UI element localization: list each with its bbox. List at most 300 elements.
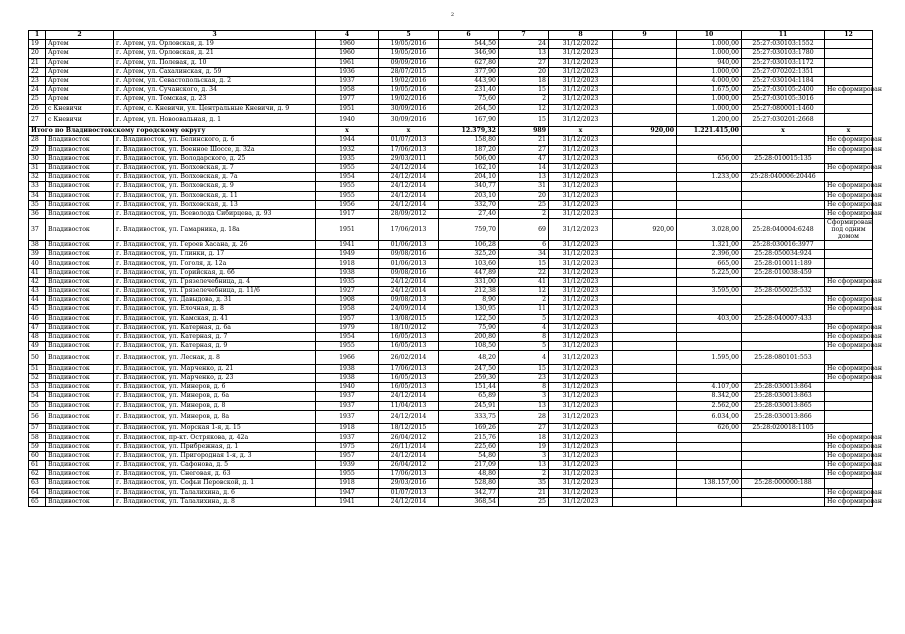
row-number: 57 xyxy=(29,424,46,433)
deadline: 31/12/2023 xyxy=(549,154,613,163)
row-number: 34 xyxy=(29,191,46,200)
municipality: Владивосток xyxy=(46,314,114,323)
amount-b: 626,00 xyxy=(677,424,742,433)
count: 13 xyxy=(499,461,549,470)
year-built: 1927 xyxy=(316,287,379,296)
count: 2 xyxy=(499,95,549,104)
area: 627,80 xyxy=(439,58,499,67)
deadline: 31/12/2023 xyxy=(549,497,613,506)
row-number: 46 xyxy=(29,314,46,323)
subtotal-row xyxy=(29,127,873,136)
amount-b: 940,00 xyxy=(677,58,742,67)
municipality: Владивосток xyxy=(46,287,114,296)
date: 24/12/2014 xyxy=(379,163,439,172)
amount-a xyxy=(613,250,677,259)
status: Не сформирован xyxy=(825,191,873,200)
status xyxy=(825,268,873,277)
table-row xyxy=(29,451,873,460)
deadline: 31/12/2023 xyxy=(549,250,613,259)
row-number: 32 xyxy=(29,173,46,182)
deadline: 31/12/2023 xyxy=(549,67,613,76)
amount-b: 403,00 xyxy=(677,314,742,323)
amount-a xyxy=(613,323,677,332)
address: г. Владивосток, ул. Волховская, д. 7а xyxy=(114,173,316,182)
area: 106,28 xyxy=(439,241,499,250)
amount-b: 1.000,00 xyxy=(677,40,742,49)
amount-b xyxy=(677,277,742,286)
cadastral-number xyxy=(742,163,825,172)
table-row xyxy=(29,342,873,351)
address: г. Владивосток, ул. Грязелечебница, д. 11/6 xyxy=(114,287,316,296)
subtotal-cell: x xyxy=(825,127,873,136)
deadline: 31/12/2023 xyxy=(549,259,613,268)
year-built: 1938 xyxy=(316,364,379,373)
cadastral-number: 25:27:030105:2400 xyxy=(742,86,825,95)
column-number: 5 xyxy=(379,31,439,40)
cadastral-number xyxy=(742,191,825,200)
row-number: 55 xyxy=(29,401,46,410)
year-built: 1937 xyxy=(316,433,379,442)
cadastral-number xyxy=(742,305,825,314)
row-number: 62 xyxy=(29,470,46,479)
address: г. Артем, с. Кневичи, ул. Центральные Кневичи, д. 9 xyxy=(114,104,316,113)
year-built: 1960 xyxy=(316,40,379,49)
cadastral-number: 25:28:030013:866 xyxy=(742,410,825,424)
municipality: Артем xyxy=(46,58,114,67)
row-number: 58 xyxy=(29,433,46,442)
status: Не сформирован xyxy=(825,163,873,172)
row-number: 59 xyxy=(29,442,46,451)
address: г. Артем, ул. Орловская, д. 21 xyxy=(114,49,316,58)
status: Сформирован под одним домом xyxy=(825,219,873,241)
amount-a: 920,00 xyxy=(613,219,677,241)
date: 30/09/2016 xyxy=(379,113,439,127)
count: 15 xyxy=(499,113,549,127)
column-number: 10 xyxy=(677,31,742,40)
municipality: Владивосток xyxy=(46,488,114,497)
area: 231,40 xyxy=(439,86,499,95)
date: 19/02/2016 xyxy=(379,95,439,104)
count: 47 xyxy=(499,154,549,163)
municipality: Владивосток xyxy=(46,277,114,286)
table-row xyxy=(29,442,873,451)
area: 331,00 xyxy=(439,277,499,286)
municipality: с Кневичи xyxy=(46,113,114,127)
cadastral-number xyxy=(742,461,825,470)
year-built: 1937 xyxy=(316,410,379,424)
address: г. Владивосток, ул. Талалихина, д. 6 xyxy=(114,488,316,497)
amount-a xyxy=(613,433,677,442)
date: 16/05/2013 xyxy=(379,342,439,351)
amount-a xyxy=(613,76,677,85)
area: 217,09 xyxy=(439,461,499,470)
amount-b: 1.595,00 xyxy=(677,351,742,365)
address: г. Владивосток, ул. Военное Шоссе, д. 32а xyxy=(114,145,316,154)
status: Не сформирован xyxy=(825,332,873,341)
area: 325,20 xyxy=(439,250,499,259)
amount-b: 665,00 xyxy=(677,259,742,268)
row-number: 47 xyxy=(29,323,46,332)
date: 24/12/2014 xyxy=(379,392,439,401)
area: 544,50 xyxy=(439,40,499,49)
municipality: Владивосток xyxy=(46,392,114,401)
table-row xyxy=(29,287,873,296)
address: г. Владивосток, ул. Белинского, д. 6 xyxy=(114,136,316,145)
date: 19/05/2016 xyxy=(379,40,439,49)
count: 34 xyxy=(499,250,549,259)
municipality: Владивосток xyxy=(46,173,114,182)
amount-a xyxy=(613,95,677,104)
municipality: Владивосток xyxy=(46,209,114,218)
column-number: 6 xyxy=(439,31,499,40)
row-number: 24 xyxy=(29,86,46,95)
area: 259,30 xyxy=(439,374,499,383)
amount-b xyxy=(677,433,742,442)
table-row xyxy=(29,86,873,95)
count: 18 xyxy=(499,76,549,85)
column-number: 4 xyxy=(316,31,379,40)
amount-a xyxy=(613,86,677,95)
deadline: 31/12/2023 xyxy=(549,314,613,323)
year-built: 1955 xyxy=(316,163,379,172)
status: Не сформирован xyxy=(825,86,873,95)
municipality: Владивосток xyxy=(46,410,114,424)
column-number: 8 xyxy=(549,31,613,40)
table-row xyxy=(29,351,873,365)
deadline: 31/12/2023 xyxy=(549,200,613,209)
municipality: Владивосток xyxy=(46,401,114,410)
address: г. Артем, ул. Томская, д. 23 xyxy=(114,95,316,104)
row-number: 36 xyxy=(29,209,46,218)
year-built: 1908 xyxy=(316,296,379,305)
status: Не сформирован xyxy=(825,442,873,451)
cadastral-number xyxy=(742,342,825,351)
address: г. Владивосток, ул. Глинки, д. 17 xyxy=(114,250,316,259)
amount-b xyxy=(677,323,742,332)
amount-a xyxy=(613,182,677,191)
municipality: Владивосток xyxy=(46,145,114,154)
area: 8,90 xyxy=(439,296,499,305)
year-built: 1975 xyxy=(316,442,379,451)
count: 11 xyxy=(499,305,549,314)
deadline: 31/12/2023 xyxy=(549,268,613,277)
amount-a xyxy=(613,154,677,163)
row-number: 31 xyxy=(29,163,46,172)
year-built: 1938 xyxy=(316,268,379,277)
column-number: 1 xyxy=(29,31,46,40)
count: 27 xyxy=(499,58,549,67)
deadline: 31/12/2023 xyxy=(549,173,613,182)
table-row xyxy=(29,76,873,85)
row-number: 30 xyxy=(29,154,46,163)
cadastral-number xyxy=(742,374,825,383)
date: 17/06/2013 xyxy=(379,364,439,373)
address: г. Владивосток, ул. Гоголя, д. 12а xyxy=(114,259,316,268)
address: г. Владивосток, ул. Минеров, д. 6 xyxy=(114,383,316,392)
area: 333,75 xyxy=(439,410,499,424)
amount-b: 3.028,00 xyxy=(677,219,742,241)
year-built: 1941 xyxy=(316,497,379,506)
municipality: Владивосток xyxy=(46,433,114,442)
municipality: Владивосток xyxy=(46,136,114,145)
municipality: Владивосток xyxy=(46,200,114,209)
status xyxy=(825,351,873,365)
count: 8 xyxy=(499,332,549,341)
deadline: 31/12/2023 xyxy=(549,219,613,241)
address: г. Владивосток, ул. Волховская, д. 9 xyxy=(114,182,316,191)
status: Не сформирован xyxy=(825,145,873,154)
status xyxy=(825,76,873,85)
date: 01/07/2013 xyxy=(379,136,439,145)
row-number: 50 xyxy=(29,351,46,365)
table-row xyxy=(29,364,873,373)
year-built: 1958 xyxy=(316,305,379,314)
cadastral-number xyxy=(742,145,825,154)
area: 203,10 xyxy=(439,191,499,200)
area: 245,91 xyxy=(439,401,499,410)
status xyxy=(825,173,873,182)
table-row xyxy=(29,259,873,268)
amount-a xyxy=(613,374,677,383)
cadastral-number: 25:28:040007:433 xyxy=(742,314,825,323)
table-row xyxy=(29,479,873,488)
status xyxy=(825,49,873,58)
amount-a xyxy=(613,104,677,113)
status xyxy=(825,259,873,268)
deadline: 31/12/2023 xyxy=(549,374,613,383)
row-number: 42 xyxy=(29,277,46,286)
status xyxy=(825,383,873,392)
area: 506,00 xyxy=(439,154,499,163)
year-built: 1936 xyxy=(316,67,379,76)
year-built: 1958 xyxy=(316,86,379,95)
date: 30/09/2016 xyxy=(379,104,439,113)
address: г. Владивосток, ул. Минеров, д. 8 xyxy=(114,401,316,410)
amount-b xyxy=(677,191,742,200)
amount-a xyxy=(613,383,677,392)
year-built: 1940 xyxy=(316,113,379,127)
deadline: 31/12/2023 xyxy=(549,323,613,332)
status: Не сформирован xyxy=(825,200,873,209)
municipality: Артем xyxy=(46,86,114,95)
address: г. Артем, ул. Севастопольская, д. 2 xyxy=(114,76,316,85)
date: 18/12/2015 xyxy=(379,424,439,433)
amount-a xyxy=(613,259,677,268)
address: г. Владивосток, ул. Пригородная 1-я, д. 3 xyxy=(114,451,316,460)
address: г. Владивосток, ул. Елочная, д. 8 xyxy=(114,305,316,314)
area: 169,26 xyxy=(439,424,499,433)
address: г. Артем, ул. Орловская, д. 19 xyxy=(114,40,316,49)
date: 24/12/2014 xyxy=(379,287,439,296)
year-built: 1938 xyxy=(316,374,379,383)
amount-b xyxy=(677,488,742,497)
row-number: 33 xyxy=(29,182,46,191)
table-row xyxy=(29,191,873,200)
table-row xyxy=(29,296,873,305)
year-built: 1954 xyxy=(316,173,379,182)
count: 4 xyxy=(499,351,549,365)
row-number: 65 xyxy=(29,497,46,506)
count: 21 xyxy=(499,136,549,145)
address: г. Владивосток, ул. Софьи Перовской, д. 1 xyxy=(114,479,316,488)
year-built: 1979 xyxy=(316,323,379,332)
row-number: 38 xyxy=(29,241,46,250)
amount-a xyxy=(613,332,677,341)
status: Не сформирован xyxy=(825,374,873,383)
date: 24/12/2014 xyxy=(379,182,439,191)
date: 26/04/2012 xyxy=(379,461,439,470)
deadline: 31/12/2023 xyxy=(549,86,613,95)
year-built: 1955 xyxy=(316,342,379,351)
row-number: 22 xyxy=(29,67,46,76)
amount-b: 4.000,00 xyxy=(677,76,742,85)
row-number: 54 xyxy=(29,392,46,401)
cadastral-number: 25:28:020018:1105 xyxy=(742,424,825,433)
count: 25 xyxy=(499,497,549,506)
table-row xyxy=(29,250,873,259)
date: 01/06/2013 xyxy=(379,241,439,250)
column-number: 11 xyxy=(742,31,825,40)
amount-a xyxy=(613,209,677,218)
amount-a xyxy=(613,268,677,277)
date: 09/08/2013 xyxy=(379,296,439,305)
status xyxy=(825,113,873,127)
row-number: 48 xyxy=(29,332,46,341)
status xyxy=(825,424,873,433)
municipality: Владивосток xyxy=(46,424,114,433)
area: 162,10 xyxy=(439,163,499,172)
status: Не сформирован xyxy=(825,182,873,191)
date: 16/05/2013 xyxy=(379,383,439,392)
count: 31 xyxy=(499,182,549,191)
table-row xyxy=(29,145,873,154)
deadline: 31/12/2023 xyxy=(549,424,613,433)
deadline: 31/12/2023 xyxy=(549,401,613,410)
table-row xyxy=(29,314,873,323)
table-row xyxy=(29,49,873,58)
table-row xyxy=(29,163,873,172)
amount-b xyxy=(677,136,742,145)
year-built: 1955 xyxy=(316,182,379,191)
amount-b xyxy=(677,364,742,373)
amount-a xyxy=(613,470,677,479)
date: 29/03/2011 xyxy=(379,154,439,163)
status xyxy=(825,154,873,163)
area: 200,80 xyxy=(439,332,499,341)
row-number: 37 xyxy=(29,219,46,241)
count: 25 xyxy=(499,200,549,209)
status xyxy=(825,67,873,76)
cadastral-number: 25:28:010011:189 xyxy=(742,259,825,268)
date: 17/06/2013 xyxy=(379,470,439,479)
year-built: 1944 xyxy=(316,136,379,145)
table-body xyxy=(29,40,882,507)
count: 19 xyxy=(499,442,549,451)
count: 22 xyxy=(499,268,549,277)
date: 17/06/2013 xyxy=(379,219,439,241)
municipality: Владивосток xyxy=(46,374,114,383)
count: 23 xyxy=(499,374,549,383)
status xyxy=(825,287,873,296)
area: 108,50 xyxy=(439,342,499,351)
status: Не сформирован xyxy=(825,342,873,351)
column-number-row xyxy=(29,31,873,40)
subtotal-cell: 1.221.415,00 xyxy=(677,127,742,136)
address: г. Владивосток, ул. Гамарника, д. 18а xyxy=(114,219,316,241)
municipality: Владивосток xyxy=(46,259,114,268)
address: г. Владивосток, ул. Волховская, д. 13 xyxy=(114,200,316,209)
amount-b xyxy=(677,163,742,172)
date: 09/08/2016 xyxy=(379,268,439,277)
row-number: 56 xyxy=(29,410,46,424)
amount-b xyxy=(677,145,742,154)
year-built: 1935 xyxy=(316,277,379,286)
date: 28/09/2012 xyxy=(379,209,439,218)
cadastral-number: 25:28:030013:864 xyxy=(742,383,825,392)
status: Не сформирован xyxy=(825,433,873,442)
amount-b: 5.225,00 xyxy=(677,268,742,277)
amount-b xyxy=(677,442,742,451)
amount-a xyxy=(613,136,677,145)
cadastral-number: 25:28:030013:863 xyxy=(742,392,825,401)
amount-a xyxy=(613,364,677,373)
municipality: Владивосток xyxy=(46,479,114,488)
address: г. Владивосток, ул. Минеров, д. 6а xyxy=(114,392,316,401)
row-number: 45 xyxy=(29,305,46,314)
municipality: Владивосток xyxy=(46,296,114,305)
registry-table xyxy=(28,30,882,507)
address: г. Владивосток, ул. Катерная, д. 9 xyxy=(114,342,316,351)
page-number: 2 xyxy=(450,12,455,18)
cadastral-number: 25:28:030016:3977 xyxy=(742,241,825,250)
date: 24/12/2014 xyxy=(379,277,439,286)
status xyxy=(825,241,873,250)
address: г. Владивосток, ул. Горийская, д. 6б xyxy=(114,268,316,277)
amount-b: 4.107,00 xyxy=(677,383,742,392)
count: 69 xyxy=(499,219,549,241)
deadline: 31/12/2023 xyxy=(549,479,613,488)
municipality: Владивосток xyxy=(46,219,114,241)
count: 35 xyxy=(499,479,549,488)
status: Не сформирован xyxy=(825,451,873,460)
date: 19/02/2016 xyxy=(379,76,439,85)
row-number: 43 xyxy=(29,287,46,296)
address: г. Владивосток, ул. Давыдова, д. 31 xyxy=(114,296,316,305)
status xyxy=(825,40,873,49)
area: 48,80 xyxy=(439,470,499,479)
cadastral-number: 25:28:080101:553 xyxy=(742,351,825,365)
cadastral-number xyxy=(742,200,825,209)
year-built: 1954 xyxy=(316,332,379,341)
address: г. Владивосток, ул. Волховская, д. 11 xyxy=(114,191,316,200)
table-row xyxy=(29,497,873,506)
amount-b: 1.000,00 xyxy=(677,95,742,104)
amount-a xyxy=(613,296,677,305)
cadastral-number: 25:27:030104:1184 xyxy=(742,76,825,85)
municipality: Владивосток xyxy=(46,154,114,163)
deadline: 31/12/2023 xyxy=(549,163,613,172)
address: г. Владивосток, ул. Марченко, д. 21 xyxy=(114,364,316,373)
amount-b: 3.595,00 xyxy=(677,287,742,296)
date: 26/04/2012 xyxy=(379,433,439,442)
amount-a xyxy=(613,163,677,172)
row-number: 28 xyxy=(29,136,46,145)
status: Не сформирован xyxy=(825,209,873,218)
area: 75,90 xyxy=(439,323,499,332)
area: 65,89 xyxy=(439,392,499,401)
area: 167,90 xyxy=(439,113,499,127)
municipality: Артем xyxy=(46,76,114,85)
